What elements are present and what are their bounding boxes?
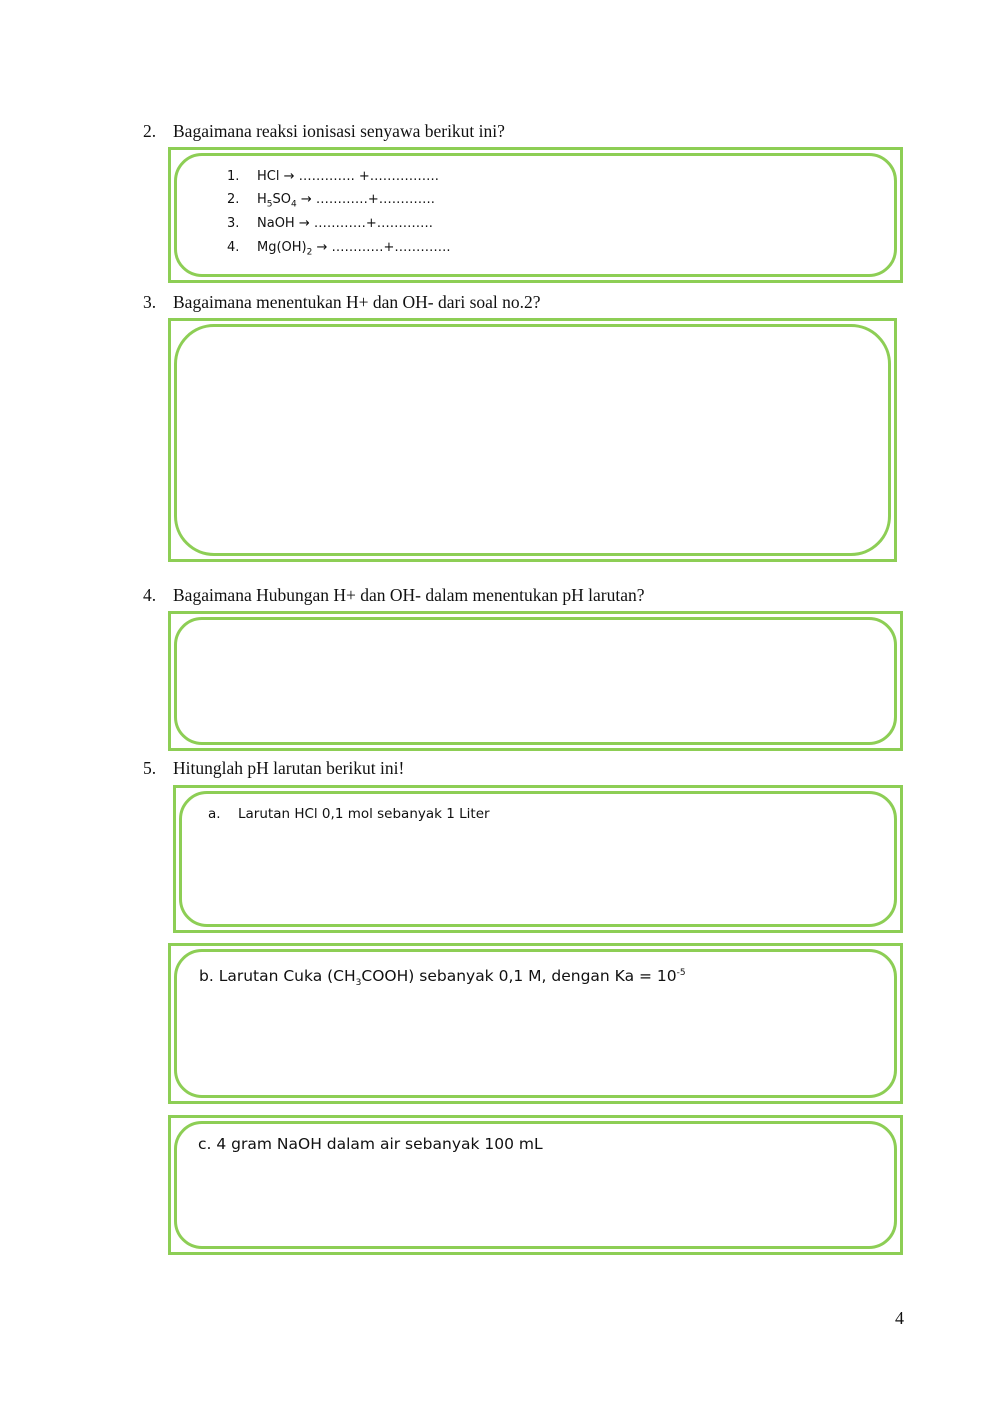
reaction-number: 1.: [227, 169, 240, 184]
reaction-formula: Mg(OH): [257, 240, 307, 255]
reaction-formula: SO: [272, 192, 291, 207]
subscript: 3: [355, 978, 362, 989]
subscript: 4: [291, 199, 297, 210]
sub-question-b: [199, 967, 686, 989]
sub-question-text: COOH) sebanyak 0,1 M, dengan Ka = 10: [361, 967, 677, 985]
subscript: 2: [306, 247, 313, 258]
reaction-number: 2.: [227, 192, 240, 207]
question-text: Bagaimana Hubungan H+ dan OH- dalam menentukan pH larutan?: [173, 585, 645, 605]
sub-question-text: Larutan HCl 0,1 mol sebanyak 1 Liter: [238, 806, 490, 822]
reaction-item-2: [227, 192, 435, 210]
answer-box-inner: [174, 324, 891, 556]
question-text: Bagaimana reaksi ionisasi senyawa berikut ini?: [173, 121, 505, 141]
reaction-blanks[interactable]: → …………+………….: [294, 216, 433, 231]
sub-question-c: [198, 1135, 543, 1153]
reaction-blanks[interactable]: → …………+………….: [296, 192, 435, 207]
question-number: 3.: [143, 292, 157, 312]
reaction-formula: HCl: [257, 169, 280, 184]
sub-question-text: c. 4 gram NaOH dalam air sebanyak 100 mL: [198, 1135, 543, 1153]
question-number: 5.: [143, 758, 157, 778]
sub-question-a: [208, 806, 490, 822]
reaction-blanks[interactable]: → …………. +…………….: [279, 169, 439, 184]
superscript: -5: [676, 967, 686, 978]
reaction-number: 3.: [227, 216, 240, 231]
answer-box-inner: [174, 617, 897, 745]
sub-question-text: b. Larutan Cuka (CH: [199, 967, 356, 985]
question-text: Hitunglah pH larutan berikut ini!: [173, 758, 405, 778]
page-number: 4: [895, 1308, 904, 1328]
reaction-blanks[interactable]: → …………+………….: [312, 240, 451, 255]
answer-box-q4[interactable]: [168, 611, 903, 751]
reaction-formula: H: [257, 192, 267, 207]
reaction-formula: NaOH: [257, 216, 295, 231]
reaction-item-1: [227, 169, 439, 184]
question-2: [143, 121, 505, 142]
question-4: [143, 585, 645, 606]
question-number: 2.: [143, 121, 157, 141]
answer-box-q3[interactable]: [168, 318, 897, 562]
answer-box-q2: [168, 147, 903, 283]
question-3: [143, 292, 541, 313]
reaction-item-3: [227, 216, 433, 231]
question-number: 4.: [143, 585, 157, 605]
subscript: 5: [266, 199, 273, 210]
reaction-number: 4.: [227, 240, 240, 255]
question-5: [143, 758, 404, 779]
reaction-item-4: [227, 240, 451, 258]
sub-question-letter: a.: [208, 806, 221, 822]
question-text: Bagaimana menentukan H+ dan OH- dari soal no.2?: [173, 292, 541, 312]
